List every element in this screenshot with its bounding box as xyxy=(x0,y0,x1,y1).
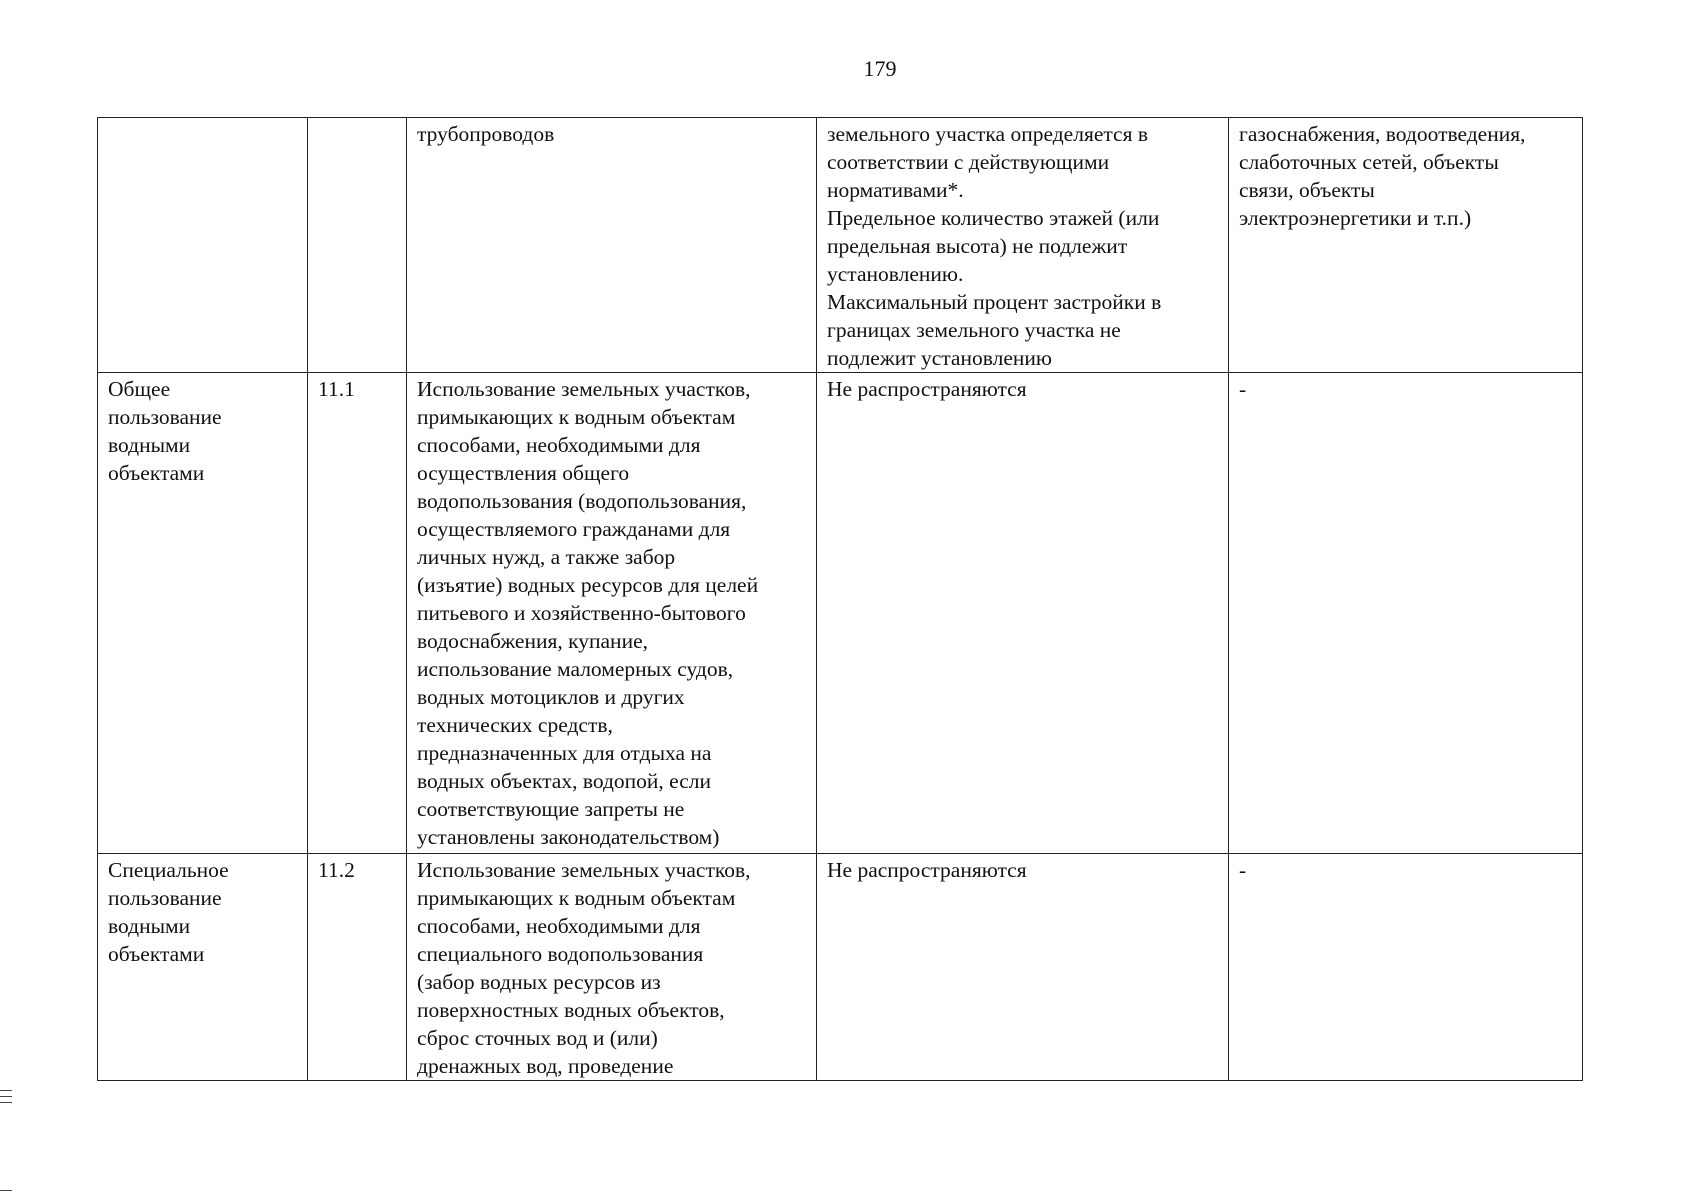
table-row xyxy=(98,854,1583,1081)
land-use-table xyxy=(97,117,1583,1081)
cell-use-notes: газоснабжения, водоотведения, слаботочных сетей, объекты связи, объекты электроэнергетики и т.п.) xyxy=(1229,118,1583,373)
page-number: 179 xyxy=(863,56,897,81)
margin-mark xyxy=(0,1096,12,1097)
cell-use-description: трубопроводов xyxy=(407,118,817,373)
table-row xyxy=(98,373,1583,854)
margin-mark xyxy=(0,1190,12,1191)
margin-mark xyxy=(0,1102,12,1103)
cell-use-code: 11.1 xyxy=(308,373,407,854)
cell-use-description: Использование земельных участков, примыкающих к водным объектам способами, необходимыми для специального водопользования (забор водных ресурсов из поверхностных водных объектов, сброс сточных вод и (или) дренажных вод, проведение xyxy=(407,854,817,1081)
cell-use-name: Специальное пользование водными объектами xyxy=(98,854,308,1081)
margin-mark xyxy=(0,1090,12,1091)
cell-use-parameters: Не распространяются xyxy=(817,373,1229,854)
cell-use-description: Использование земельных участков, примыкающих к водным объектам способами, необходимыми для осуществления общего водопользования (водопользования, осуществляемого гражданами для личных нужд, а также забор (изъятие) водных ресурсов для целей питьевого и хозяйственно-бытового водоснабжения, купание, использование маломерных судов, водных мотоциклов и других технических средств, предназначенных для отдыха на водных объектах, водопой, если соответствующие запреты не установлены законодательством) xyxy=(407,373,817,854)
cell-use-parameters: земельного участка определяется в соответствии с действующими нормативами*. Предельное количество этажей (или предельная высота) не подлежит установлению. Максимальный процент застройки в границах земельного участка не подлежит установлению xyxy=(817,118,1229,373)
cell-use-code: 11.2 xyxy=(308,854,407,1081)
cell-use-parameters: Не распространяются xyxy=(817,854,1229,1081)
cell-use-name xyxy=(98,118,308,373)
cell-use-notes: - xyxy=(1229,373,1583,854)
cell-use-name: Общее пользование водными объектами xyxy=(98,373,308,854)
cell-use-code xyxy=(308,118,407,373)
cell-use-notes: - xyxy=(1229,854,1583,1081)
table-row xyxy=(98,118,1583,373)
